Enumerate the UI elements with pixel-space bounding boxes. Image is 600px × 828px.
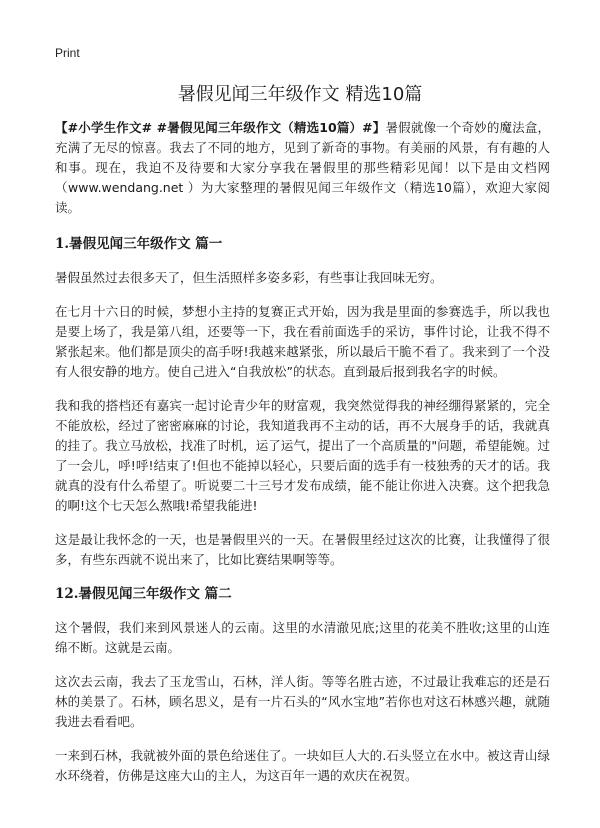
intro-tag: 【#小学生作文# #暑假见闻三年级作文（精选10篇）#】	[55, 120, 386, 135]
intro-paragraph	[55, 118, 550, 218]
article-body	[55, 118, 550, 800]
paragraph: 这是最让我怀念的一天，也是暑假里兴的一天。在暑假里经过这次的比赛，让我懂得了很多，有些东西就不说出来了，比如比赛结果啊等等。	[55, 532, 550, 567]
page-title: 暑假见闻三年级作文 精选10篇	[177, 84, 423, 105]
paragraph: 一来到石林，我就被外面的景色给迷住了。一块如巨人大的.石头竖立在水中。被这青山绿水环绕着，仿佛是这座大山的主人，为这百年一遇的欢庆在祝贺。	[55, 748, 550, 783]
paragraph: 我和我的搭档还有嘉宾一起讨论青少年的财富观，我突然觉得我的神经绷得紧紧的，完全不能放松，经过了密密麻麻的讨论，我知道我再不主动的话，再不大展身手的话，我就真的挂了。我立马放松，找准了时机，运了运气，提出了一个高质量的"问题，希望能婉。过了一会儿，呼!呼!结束了!但也不能掉以轻心，只要后面的选手有一枝独秀的天才的话。我就真的没有什么希望了。听说要二十三号才发布成绩，能不能让你进入决赛。这个把我急的啊!这个七天怎么熬哦!希望我能进!	[55, 398, 550, 513]
section-heading: 12.暑假见闻三年级作文 篇二	[55, 586, 232, 602]
paragraph: 这次去云南，我去了玉龙雪山，石林，洋人街。等等名胜古迹，不过最让我难忘的还是石林的美景了。石林，顾名思义，是有一片石头的“风水宝地”若你也对这石林感兴趣，就随我进去看看吧。	[55, 674, 550, 729]
section-heading: 1.暑假见闻三年级作文 篇一	[55, 236, 223, 252]
paragraph: 这个暑假，我们来到风景迷人的云南。这里的水清澈见底;这里的花美不胜收;这里的山连绵不断。这就是云南。	[55, 620, 550, 655]
paragraph: 暑假虽然过去很多天了，但生活照样多姿多彩，有些事让我回味无穷。	[55, 270, 443, 285]
paragraph: 在七月十六日的时候，梦想小主持的复赛正式开始，因为我是里面的参赛选手，所以我也是要上场了，我是第八组，还要等一下，我在看前面选手的采访，事件讨论，让我不得不紧张起来。他们都是顶尖的高手呀!我越来越紧张，所以最后干脆不看了。我来到了一个没有人很安静的地方。使自己进入“自我放松”的状态。直到最后报到我名字的时候。	[55, 304, 550, 379]
intro-text: 暑假就像一个奇妙的魔法盒，充满了无尽的惊喜。我去了不同的地方，见到了新奇的事物。有美丽的风景，有有趣的人和事。现在，我迫不及待要和大家分享我在暑假里的那些精彩见闻！以下是由文档网（www.wendang.net ）为大家整理的暑假见闻三年级作文（精选10篇），欢迎大家阅读。	[55, 120, 550, 215]
print-link[interactable]: Print	[55, 46, 80, 60]
